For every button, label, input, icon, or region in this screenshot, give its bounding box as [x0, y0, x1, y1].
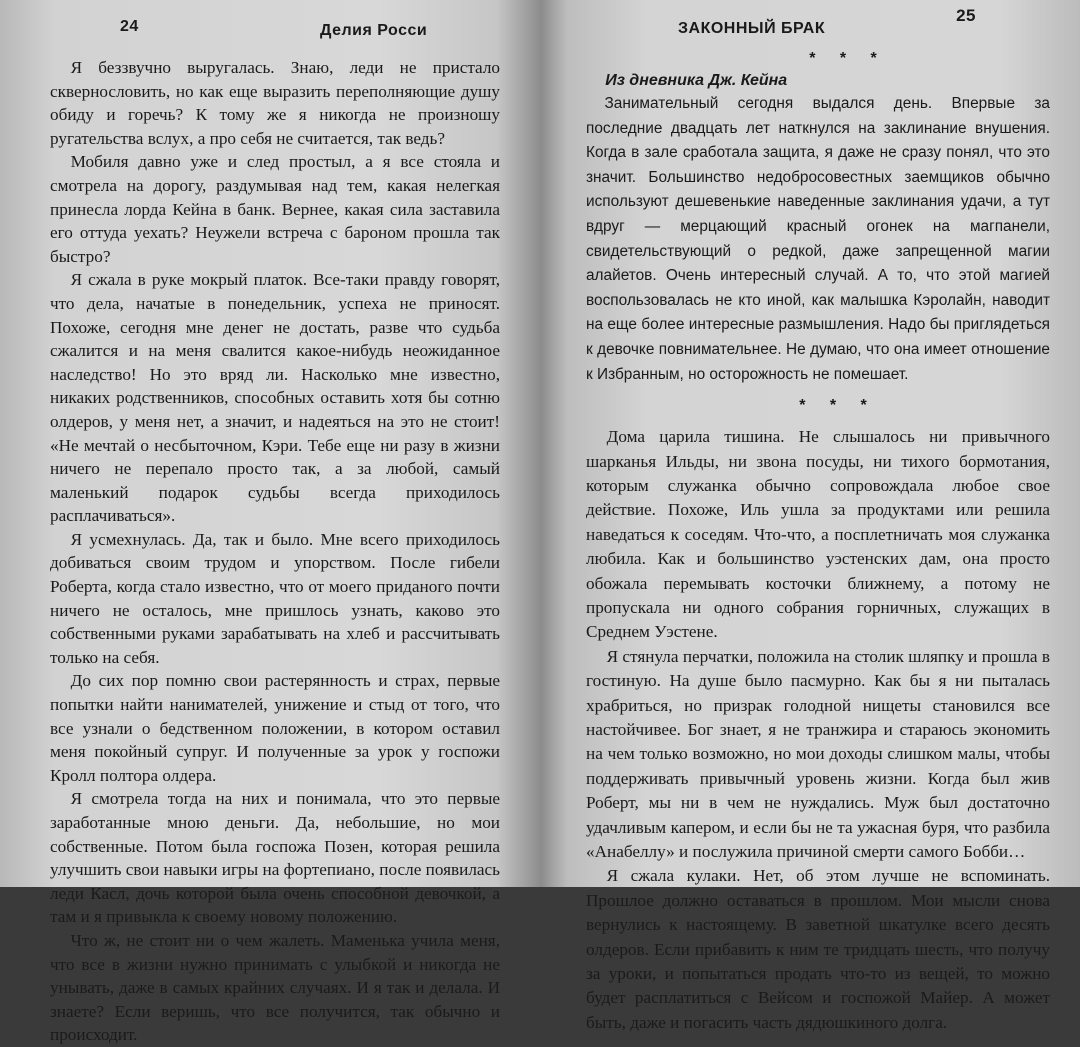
- paragraph: Дома царила тишина. Не слышалось ни привычного шарканья Ильды, ни звона посуды, ни тихого бормотания, которым служанка обычно сопровождала любое свое действие. Похоже, Иль ушла за продуктами или решила наведаться к соседям. Что-что, а посплетничать моя служанка любила. Как и большинство уэстенских дам, она просто обожала перемывать косточки ближнему, а потому не пропускала ни одного собрания горничных, служащих в Среднем Уэстене.: [586, 427, 1050, 642]
- paragraph: Я усмехнулась. Да, так и было. Мне всего приходилось добиваться своим трудом и упорством. После гибели Роберта, когда стало известно, что от моего приданого почти ничего не осталось, мне пришлось узнать, каково это собственными руками зарабатывать на хлеб и рассчитывать только на себя.: [50, 529, 500, 667]
- right-body-text: [586, 425, 1050, 1035]
- paragraph: Я сжала кулаки. Нет, об этом лучше не вспоминать. Прошлое должно оставаться в прошлом. Мои мысли снова вернулись к настоящему. В заветной шкатулке всего десять олдеров. Если прибавить к ним те тридцать шесть, что получу за уроки, и попытаться продать что-то из вещей, то можно будет расплатиться с Вейсом и госпожой Майер. А может быть, даже и погасить часть дядюшкиного долга.: [586, 866, 1050, 1032]
- paragraph: До сих пор помню свои растерянность и страх, первые попытки найти нанимателей, унижение и стыд от того, что все узнали о бедственном положении, в котором оставил меня покойный супруг. И полученные за урок у госпожи Кролл полтора олдера.: [50, 671, 500, 785]
- paragraph: Что ж, не стоит ни о чем жалеть. Маменька учила меня, что все в жизни нужно принимать с улыбкой и никогда не унывать, даже в самых крайних случаях. И я так и делала. И знаете? Если веришь, что все получится, так обычно и происходит.: [50, 930, 500, 1045]
- diary-entry: [586, 72, 1050, 387]
- left-page-number: 24: [120, 18, 139, 35]
- right-running-head: [586, 6, 1050, 37]
- diary-heading: Из дневника Дж. Кейна: [605, 72, 788, 89]
- left-page: [0, 0, 540, 1045]
- right-page-number: 25: [956, 6, 976, 25]
- left-running-title: Делия Росси: [320, 22, 428, 39]
- paragraph: Я беззвучно выругалась. Знаю, леди не пристало сквернословить, но как еще выразить переполняющие душу обиду и горечь? К тому же я никогда не произношу ругательства вслух, а про себя не считается, так ведь?: [50, 58, 500, 148]
- paragraph: Мобиля давно уже и след простыл, а я все стояла и смотрела на дорогу, раздумывая над тем, какая нелегкая принесла лорда Кейна в банк. Вернее, какая сила заставила его оттуда уехать? Неужели встреча с бароном прошла так быстро?: [50, 152, 500, 266]
- left-body-text: [50, 56, 500, 1047]
- diary-text: Занимательный сегодня выдался день. Впервые за последние двадцать лет наткнулся на заклинание внушения. Когда в зале сработала защита, я даже не сразу понял, что это значит. Большинство недобросовестных заемщиков обычно используют дешевенькие наведенные заклинания удачи, а тут вдруг — мерцающий красный огонек на магпанели, свидетельствующий о редкой, даже запрещенной магии алайетов. Очень интересный случай. А то, что этой магией воспользовалась не кто иной, как малышка Кэролайн, наводит на еще более интересные размышления. Надо бы приглядеться к девочке повнимательнее. Не думаю, что она имеет отношение к Избранным, но осторожность не помешает.: [586, 95, 1050, 383]
- section-separator: * * *: [809, 50, 887, 67]
- paragraph: Я смотрела тогда на них и понимала, что это первые заработанные мною деньги. Да, небольшие, но мои собственные. Потом была госпожа Позен, которая решила улучшить свои навыки игры на фортепиано, после появилась леди Касл, дочь которой была очень способной девочкой, а там и я привыкла к своему новому положению.: [50, 789, 500, 927]
- right-running-title: ЗАКОННЫЙ БРАК: [678, 20, 826, 37]
- right-page: [540, 0, 1080, 1032]
- paragraph: Я сжала в руке мокрый платок. Все-таки правду говорят, что дела, начатые в понедельник, успеха не приносят. Похоже, сегодня мне денег не достать, разве что судьба сжалится и на меня свалится какое-нибудь неожиданное наследство! Но это вряд ли. Насколько мне известно, никаких родственников, способных оставить хотя бы сотню олдеров, у меня нет, а значит, и надеяться на это не стоит! «Не мечтай о несбыточном, Кэри. Тебе еще ни разу в жизни ничего не перепало просто так, а за любой, самый маленький подарок судьбы всегда приходилось расплачиваться».: [50, 270, 500, 526]
- left-running-head: [50, 16, 500, 44]
- section-separator: * * *: [799, 397, 877, 415]
- paragraph: Я стянула перчатки, положила на столик шляпку и прошла в гостиную. На душе было пасмурно. Как бы я ни пыталась храбриться, но призрак голодной нищеты становился все настойчивее. Бог знает, я не транжира и стараюсь экономить на чем только возможно, но мои доходы слишком малы, чтобы поддерживать привычный уровень жизни. Когда был жив Роберт, мы ни в чем не нуждались. Муж был достаточно удачливым капером, и если бы не та ужасная буря, что разбила «Анабеллу» и послужила причиной смерти самого Бобби…: [586, 646, 1050, 862]
